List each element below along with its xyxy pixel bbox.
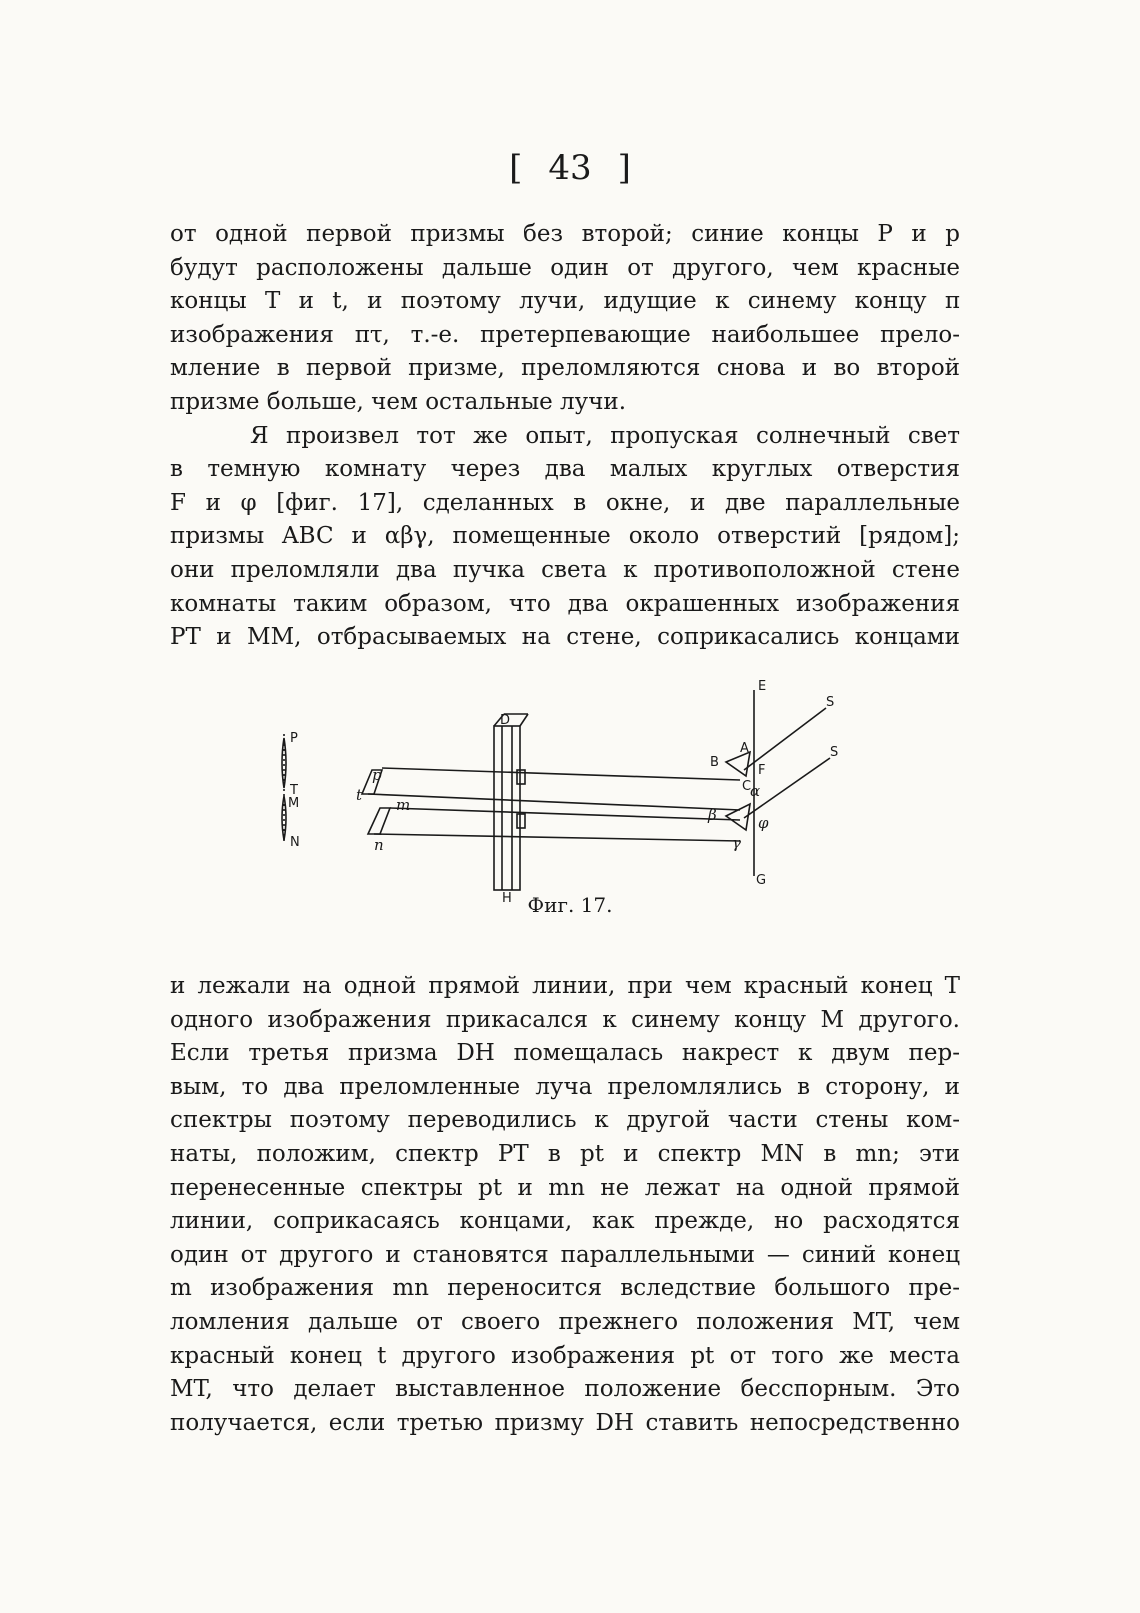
text-line: мление в первой призме, преломляются снова и во второй [170,355,960,382]
figure-caption: Фиг. 17. [527,893,613,917]
label-T: T [290,783,298,798]
label-phi: φ [758,814,769,832]
text-block-bottom [170,970,960,1440]
text-line: изображения πτ, т.-е. претерпевающие наибольшее прело- [170,321,960,348]
text-line: получается, если третью призму DH ставить непосредственно [170,1409,960,1436]
label-m: m [396,796,411,814]
text-line: перенесенные спектры pt и mn не лежат на одной прямой [170,1174,960,1201]
text-line: F и φ [фиг. 17], сделанных в окне, и две параллельные [170,489,960,516]
text-line: будут расположены дальше один от другого, чем красные [170,254,960,281]
label-n: n [374,836,384,854]
bracket-left: [ [509,148,523,188]
text-line: Если третья призма DH помещалась накрест к двум пер- [170,1040,960,1067]
label-P: P [290,731,298,746]
label-M: M [288,796,300,811]
text-block-top [170,218,960,655]
text-line: комнаты таким образом, что два окрашенных изображения [170,590,960,617]
text-line: и лежали на одной прямой линии, при чем красный конец T [170,973,960,999]
text-line: ломления дальше от своего прежнего положения MT, чем [170,1308,960,1335]
label-S2: S [830,745,839,760]
text-line: Я произвел тот же опыт, пропуская солнечный свет [250,422,960,449]
label-alpha: α [750,782,761,800]
text-line: они преломляли два пучка света к противоположной стене [170,556,960,583]
label-S1: S [826,695,835,710]
label-E: E [758,679,767,694]
text-line: наты, положим, спектр PT в pt и спектр MN в mn; эти [170,1140,960,1167]
page-number-value: 43 [548,148,592,188]
text-line: m изображения mn переносится вследствие большого пре- [170,1275,960,1302]
text-line: спектры поэтому переводились к другой части стены ком- [170,1107,960,1134]
text-line: MT, что делает выставленное положение бесспорным. Это [170,1376,960,1403]
label-N: N [290,835,300,850]
page-number [0,148,1140,188]
text-line: в темную комнату через два малых круглых отверстия [170,456,960,483]
label-C: C [742,779,752,794]
label-H: H [502,891,512,906]
text-line: призмы ABC и αβγ, помещенные около отверстий [рядом]; [170,523,960,550]
label-F: F [758,763,766,778]
text-line: линии, соприкасаясь концами, как прежде, но расходятся [170,1208,960,1235]
label-beta: β [708,806,717,824]
label-B: B [710,755,719,770]
label-gamma: γ [732,834,741,852]
label-G: G [756,873,767,888]
text-line: одного изображения прикасался к синему концу M другого. [170,1006,960,1033]
label-p: p [372,766,382,784]
text-line: PT и MM, отбрасываемых на стене, соприкасались концами [170,624,960,651]
text-line: один от другого и становятся параллельными — синий конец [170,1241,960,1268]
label-D: D [500,713,511,728]
text-line: красный конец t другого изображения pt от того же места [170,1342,960,1369]
label-A: A [740,741,749,756]
label-t: t [356,786,363,804]
text-line: концы T и t, и поэтому лучи, идущие к синему концу π [170,288,960,315]
text-line: вым, то два преломленные луча преломлялись в сторону, и [170,1073,960,1100]
text-line: призме больше, чем остальные лучи. [170,388,627,415]
text-line: от одной первой призмы без второй; синие концы P и p [170,221,960,247]
bracket-right: ] [617,148,631,188]
